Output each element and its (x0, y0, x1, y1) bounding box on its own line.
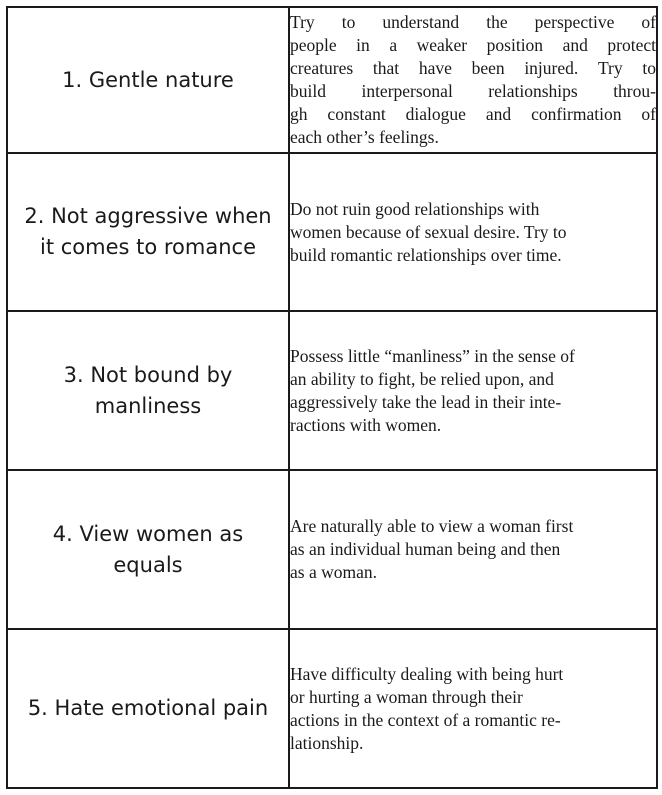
word: and (562, 35, 588, 55)
description-line: Possess little “manliness” in the sense of (290, 345, 575, 366)
trait-description (290, 11, 656, 149)
trait-name-line: manliness (94, 393, 202, 418)
trait-name: 1. Gentle nature (62, 67, 234, 92)
description-line: build romantic relationships over time. (290, 244, 562, 265)
word: been (471, 58, 505, 78)
word: gh (290, 104, 308, 124)
word: and (485, 104, 512, 124)
word: of (641, 104, 656, 124)
description-line: Are naturally able to view a woman first (290, 516, 574, 536)
word: relationships (488, 81, 578, 101)
description-line: each other’s feelings. (290, 127, 439, 147)
trait-name: 5. Hate emotional pain (27, 696, 269, 720)
word: creatures (290, 58, 354, 78)
trait-description-cell (289, 153, 657, 311)
word: in (356, 35, 370, 55)
word: interpersonal (361, 81, 453, 101)
description-line: as an individual human being and then (290, 539, 561, 559)
word: have (418, 58, 452, 78)
word: weaker (416, 35, 468, 55)
trait-name-line: 4. View women as (52, 521, 244, 546)
description-line: Do not ruin good relationships with (290, 198, 540, 219)
description-line: or hurting a woman through their (290, 686, 523, 707)
word: constant (327, 104, 386, 124)
trait-name-cell (7, 470, 289, 629)
description-line (290, 11, 656, 34)
trait-name-cell (7, 311, 289, 470)
trait-description (290, 515, 656, 584)
table-row (7, 153, 657, 311)
description-line (290, 80, 656, 103)
word: injured. (524, 58, 579, 78)
description-line: as a woman. (290, 562, 377, 582)
word: of (641, 12, 656, 32)
description-line: an ability to fight, be relied upon, and (290, 368, 554, 389)
table-row (7, 629, 657, 788)
trait-name-line: equals (113, 552, 183, 577)
trait-description (290, 198, 656, 267)
description-line: Have difficulty dealing with being hurt (290, 663, 564, 684)
description-line (290, 34, 656, 57)
trait-name-cell (7, 7, 289, 153)
word: Try (597, 58, 623, 78)
description-line: aggressively take the lead in their inte- (290, 391, 562, 412)
word: to (642, 58, 656, 78)
word: Try (290, 12, 315, 32)
description-line: lationship. (290, 732, 364, 753)
word: position (486, 35, 544, 55)
word: understand (382, 12, 460, 32)
description-line: women because of sexual desire. Try to (290, 221, 567, 242)
traits-table (6, 6, 658, 789)
description-line (290, 103, 656, 126)
table-row (7, 470, 657, 629)
trait-description (290, 345, 656, 437)
trait-name-line: 2. Not aggressive when (24, 204, 272, 228)
trait-name-line: it comes to romance (39, 235, 256, 259)
word: perspective (534, 12, 615, 32)
word: build (290, 81, 326, 101)
description-line (290, 57, 656, 80)
trait-description-cell (289, 629, 657, 788)
description-line: actions in the context of a romantic re- (290, 709, 561, 730)
word: the (486, 12, 508, 32)
word: confirmation (531, 104, 622, 124)
word: people (290, 35, 337, 55)
word: dialogue (405, 104, 466, 124)
trait-name-line: 3. Not bound by (63, 362, 233, 387)
trait-description (290, 663, 656, 755)
trait-description-cell (289, 470, 657, 629)
trait-description-cell (289, 7, 657, 153)
word: a (389, 35, 398, 55)
trait-name-cell (7, 629, 289, 788)
word: throu- (613, 81, 656, 101)
description-line: ractions with women. (290, 414, 442, 435)
trait-description-cell (289, 311, 657, 470)
word: to (341, 12, 356, 32)
trait-name-cell (7, 153, 289, 311)
word: that (372, 58, 400, 78)
table-row (7, 7, 657, 153)
table-row (7, 311, 657, 470)
word: protect (607, 35, 656, 55)
